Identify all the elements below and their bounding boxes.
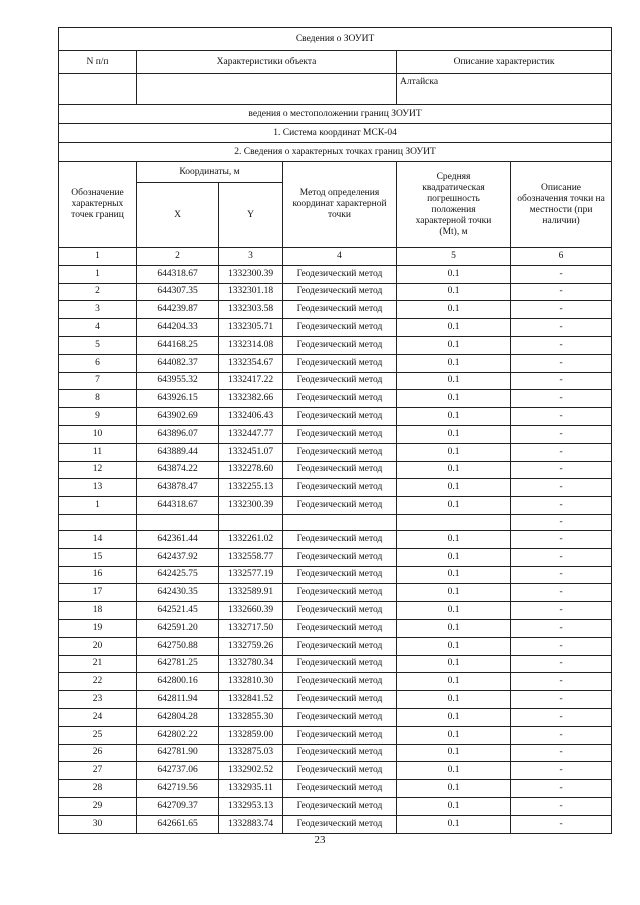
coord-x: 642802.22 — [137, 726, 219, 744]
error-value: 0.1 — [397, 655, 511, 673]
coord-y: 1332875.03 — [219, 744, 283, 762]
error-value: 0.1 — [397, 301, 511, 319]
coord-y: 1332278.60 — [219, 461, 283, 479]
table-row — [59, 479, 612, 497]
method: Геодезический метод — [283, 336, 397, 354]
point-label: 1 — [59, 265, 137, 283]
zouit-table — [58, 27, 612, 834]
method: Геодезический метод — [283, 408, 397, 426]
point-description: - — [511, 354, 612, 372]
table-row — [59, 548, 612, 566]
coord-y: 1332382.66 — [219, 390, 283, 408]
method: Геодезический метод — [283, 708, 397, 726]
point-label: 8 — [59, 390, 137, 408]
coord-x: 642811.94 — [137, 691, 219, 709]
col-number: 3 — [219, 248, 283, 266]
point-description: - — [511, 619, 612, 637]
method: Геодезический метод — [283, 461, 397, 479]
method: Геодезический метод — [283, 726, 397, 744]
section-points: 2. Сведения о характерных точках границ ЗОУИТ — [59, 143, 612, 162]
coord-y: 1332953.13 — [219, 797, 283, 815]
point-label: 28 — [59, 780, 137, 798]
error-value: 0.1 — [397, 265, 511, 283]
table-row — [59, 408, 612, 426]
coord-x: 643896.07 — [137, 425, 219, 443]
method: Геодезический метод — [283, 354, 397, 372]
coord-y: 1332577.19 — [219, 566, 283, 584]
altai-cell: Алтайска — [397, 74, 612, 105]
coord-y: 1332855.30 — [219, 708, 283, 726]
coord-x: 644239.87 — [137, 301, 219, 319]
coord-x: 644307.35 — [137, 283, 219, 301]
error-value: 0.1 — [397, 637, 511, 655]
error-value: 0.1 — [397, 530, 511, 548]
table-row — [59, 336, 612, 354]
coord-y: 1332859.00 — [219, 726, 283, 744]
col-error-header: Средняя квадратическая погрешность положения характерной точки (Mt), м — [397, 162, 511, 248]
coord-x: 642750.88 — [137, 637, 219, 655]
coord-y: 1332810.30 — [219, 673, 283, 691]
method: Геодезический метод — [283, 479, 397, 497]
header-description: Описание характеристик — [397, 51, 612, 74]
coord-y: 1332902.52 — [219, 762, 283, 780]
point-label: 30 — [59, 815, 137, 833]
coord-x: 642521.45 — [137, 602, 219, 620]
coord-x: 642430.35 — [137, 584, 219, 602]
method: Геодезический метод — [283, 584, 397, 602]
point-description: - — [511, 530, 612, 548]
method: Геодезический метод — [283, 655, 397, 673]
col-number: 4 — [283, 248, 397, 266]
point-label: 3 — [59, 301, 137, 319]
page-number: 23 — [314, 834, 326, 846]
section-location: ведения о местоположении границ ЗОУИТ — [59, 105, 612, 124]
coord-y: 1332589.91 — [219, 584, 283, 602]
coord-y: 1332255.13 — [219, 479, 283, 497]
method: Геодезический метод — [283, 372, 397, 390]
method: Геодезический метод — [283, 530, 397, 548]
point-label: 5 — [59, 336, 137, 354]
method: Геодезический метод — [283, 602, 397, 620]
point-label: 22 — [59, 673, 137, 691]
point-label: 14 — [59, 530, 137, 548]
point-label: 10 — [59, 425, 137, 443]
col-number: 6 — [511, 248, 612, 266]
point-label: 13 — [59, 479, 137, 497]
table-row — [59, 797, 612, 815]
coord-x: 644318.67 — [137, 497, 219, 515]
error-value: 0.1 — [397, 443, 511, 461]
coord-y: 1332780.34 — [219, 655, 283, 673]
method: Геодезический метод — [283, 301, 397, 319]
point-description: - — [511, 283, 612, 301]
point-description: - — [511, 637, 612, 655]
separator-row — [59, 514, 612, 530]
error-value: 0.1 — [397, 283, 511, 301]
table-row — [59, 566, 612, 584]
section-points-row — [59, 143, 612, 162]
coord-x: 644168.25 — [137, 336, 219, 354]
method: Геодезический метод — [283, 283, 397, 301]
coord-y: 1332451.07 — [219, 443, 283, 461]
coord-y: 1332447.77 — [219, 425, 283, 443]
point-description: - — [511, 602, 612, 620]
header-row — [59, 51, 612, 74]
point-label: 12 — [59, 461, 137, 479]
coord-y: 1332303.58 — [219, 301, 283, 319]
point-label: 23 — [59, 691, 137, 709]
error-value: 0.1 — [397, 461, 511, 479]
table-row — [59, 461, 612, 479]
table-title: Сведения о ЗОУИТ — [59, 28, 612, 51]
point-description: - — [511, 548, 612, 566]
empty-cell — [137, 74, 397, 105]
coord-y: 1332300.39 — [219, 265, 283, 283]
table-row — [59, 691, 612, 709]
table-row — [59, 708, 612, 726]
point-description: - — [511, 780, 612, 798]
header-number: N п/п — [59, 51, 137, 74]
method: Геодезический метод — [283, 497, 397, 515]
col-number: 1 — [59, 248, 137, 266]
coord-x: 642781.90 — [137, 744, 219, 762]
coord-y: 1332558.77 — [219, 548, 283, 566]
point-description: - — [511, 408, 612, 426]
point-label: 15 — [59, 548, 137, 566]
point-label: 29 — [59, 797, 137, 815]
col-method-header: Метод определения координат характерной точки — [283, 162, 397, 248]
point-description: - — [511, 708, 612, 726]
table-row — [59, 584, 612, 602]
method: Геодезический метод — [283, 319, 397, 337]
method: Геодезический метод — [283, 780, 397, 798]
error-value: 0.1 — [397, 425, 511, 443]
table-row — [59, 655, 612, 673]
coord-y: 1332305.71 — [219, 319, 283, 337]
table-row — [59, 780, 612, 798]
coord-x: 643926.15 — [137, 390, 219, 408]
method: Геодезический метод — [283, 425, 397, 443]
table-row — [59, 726, 612, 744]
point-label: 27 — [59, 762, 137, 780]
table-row — [59, 602, 612, 620]
point-description: - — [511, 584, 612, 602]
error-value: 0.1 — [397, 548, 511, 566]
table-row — [59, 283, 612, 301]
method: Геодезический метод — [283, 619, 397, 637]
coord-y: 1332300.39 — [219, 497, 283, 515]
table-row — [59, 637, 612, 655]
coord-x: 642425.75 — [137, 566, 219, 584]
col-descr-header: Описание обозначения точки на местности (при наличии) — [511, 162, 612, 248]
point-label: 24 — [59, 708, 137, 726]
point-label: 4 — [59, 319, 137, 337]
coord-x: 643955.32 — [137, 372, 219, 390]
coord-y: 1332261.02 — [219, 530, 283, 548]
point-label: 9 — [59, 408, 137, 426]
error-value: 0.1 — [397, 691, 511, 709]
point-description: - — [511, 691, 612, 709]
error-value: 0.1 — [397, 815, 511, 833]
table-row — [59, 372, 612, 390]
section-system-row — [59, 124, 612, 143]
point-description: - — [511, 461, 612, 479]
table-row — [59, 390, 612, 408]
point-label: 19 — [59, 619, 137, 637]
point-description: - — [511, 673, 612, 691]
table-row — [59, 815, 612, 833]
method: Геодезический метод — [283, 390, 397, 408]
table-row — [59, 530, 612, 548]
coord-y: 1332660.39 — [219, 602, 283, 620]
empty-cell — [283, 514, 397, 530]
point-description: - — [511, 797, 612, 815]
coord-x: 642709.37 — [137, 797, 219, 815]
point-description: - — [511, 372, 612, 390]
separator-dash: - — [511, 514, 612, 530]
col-number: 5 — [397, 248, 511, 266]
error-value: 0.1 — [397, 726, 511, 744]
error-value: 0.1 — [397, 319, 511, 337]
error-value: 0.1 — [397, 584, 511, 602]
error-value: 0.1 — [397, 566, 511, 584]
coord-x: 644204.33 — [137, 319, 219, 337]
point-label: 26 — [59, 744, 137, 762]
table-row — [59, 301, 612, 319]
altai-row — [59, 74, 612, 105]
column-header-row-1 — [59, 162, 612, 183]
point-label: 11 — [59, 443, 137, 461]
error-value: 0.1 — [397, 708, 511, 726]
point-label: 25 — [59, 726, 137, 744]
coord-x: 643889.44 — [137, 443, 219, 461]
col-number: 2 — [137, 248, 219, 266]
coord-y: 1332406.43 — [219, 408, 283, 426]
point-label: 6 — [59, 354, 137, 372]
col-label-header: Обозначение характерных точек границ — [59, 162, 137, 248]
point-label: 21 — [59, 655, 137, 673]
method: Геодезический метод — [283, 637, 397, 655]
coord-y: 1332354.67 — [219, 354, 283, 372]
coord-y: 1332883.74 — [219, 815, 283, 833]
document-page — [58, 27, 611, 834]
error-value: 0.1 — [397, 762, 511, 780]
error-value: 0.1 — [397, 479, 511, 497]
empty-cell — [59, 514, 137, 530]
coord-x: 642781.25 — [137, 655, 219, 673]
point-label: 20 — [59, 637, 137, 655]
point-description: - — [511, 655, 612, 673]
coord-x: 642591.20 — [137, 619, 219, 637]
point-description: - — [511, 815, 612, 833]
point-label: 2 — [59, 283, 137, 301]
error-value: 0.1 — [397, 408, 511, 426]
section-location-row — [59, 105, 612, 124]
table-row — [59, 265, 612, 283]
empty-cell — [59, 74, 137, 105]
empty-cell — [219, 514, 283, 530]
error-value: 0.1 — [397, 372, 511, 390]
point-description: - — [511, 566, 612, 584]
point-label: 18 — [59, 602, 137, 620]
col-x-header: X — [137, 183, 219, 248]
point-label: 7 — [59, 372, 137, 390]
coord-x: 644082.37 — [137, 354, 219, 372]
table-row — [59, 497, 612, 515]
error-value: 0.1 — [397, 390, 511, 408]
method: Геодезический метод — [283, 673, 397, 691]
error-value: 0.1 — [397, 602, 511, 620]
coord-x: 642437.92 — [137, 548, 219, 566]
point-description: - — [511, 319, 612, 337]
point-description: - — [511, 390, 612, 408]
coord-x: 643902.69 — [137, 408, 219, 426]
method: Геодезический метод — [283, 691, 397, 709]
method: Геодезический метод — [283, 443, 397, 461]
error-value: 0.1 — [397, 673, 511, 691]
point-label: 17 — [59, 584, 137, 602]
coord-y: 1332841.52 — [219, 691, 283, 709]
table-row — [59, 425, 612, 443]
point-label: 1 — [59, 497, 137, 515]
method: Геодезический метод — [283, 797, 397, 815]
point-description: - — [511, 265, 612, 283]
method: Геодезический метод — [283, 762, 397, 780]
column-number-row — [59, 248, 612, 266]
table-row — [59, 319, 612, 337]
table-row — [59, 673, 612, 691]
empty-cell — [397, 514, 511, 530]
col-coords-header: Координаты, м — [137, 162, 283, 183]
table-row — [59, 744, 612, 762]
error-value: 0.1 — [397, 619, 511, 637]
coord-x: 642800.16 — [137, 673, 219, 691]
coord-y: 1332314.08 — [219, 336, 283, 354]
section-system: 1. Система координат МСК-04 — [59, 124, 612, 143]
point-description: - — [511, 425, 612, 443]
table-row — [59, 443, 612, 461]
table-row — [59, 762, 612, 780]
header-characteristics: Характеристики объекта — [137, 51, 397, 74]
coord-x: 643878.47 — [137, 479, 219, 497]
coord-x: 642737.06 — [137, 762, 219, 780]
method: Геодезический метод — [283, 548, 397, 566]
coord-y: 1332935.11 — [219, 780, 283, 798]
point-description: - — [511, 726, 612, 744]
coord-y: 1332417.22 — [219, 372, 283, 390]
method: Геодезический метод — [283, 265, 397, 283]
point-description: - — [511, 744, 612, 762]
coord-x: 642361.44 — [137, 530, 219, 548]
coord-x: 642719.56 — [137, 780, 219, 798]
coord-x: 643874.22 — [137, 461, 219, 479]
method: Геодезический метод — [283, 815, 397, 833]
title-row — [59, 28, 612, 51]
point-description: - — [511, 443, 612, 461]
col-y-header: Y — [219, 183, 283, 248]
point-label: 16 — [59, 566, 137, 584]
error-value: 0.1 — [397, 336, 511, 354]
coord-y: 1332717.50 — [219, 619, 283, 637]
coord-x: 642661.65 — [137, 815, 219, 833]
coord-x: 642804.28 — [137, 708, 219, 726]
error-value: 0.1 — [397, 797, 511, 815]
point-description: - — [511, 497, 612, 515]
point-description: - — [511, 762, 612, 780]
table-row — [59, 354, 612, 372]
method: Геодезический метод — [283, 744, 397, 762]
empty-cell — [137, 514, 219, 530]
coord-y: 1332759.26 — [219, 637, 283, 655]
error-value: 0.1 — [397, 354, 511, 372]
method: Геодезический метод — [283, 566, 397, 584]
error-value: 0.1 — [397, 497, 511, 515]
error-value: 0.1 — [397, 744, 511, 762]
error-value: 0.1 — [397, 780, 511, 798]
point-description: - — [511, 479, 612, 497]
point-description: - — [511, 336, 612, 354]
coord-x: 644318.67 — [137, 265, 219, 283]
table-row — [59, 619, 612, 637]
coord-y: 1332301.18 — [219, 283, 283, 301]
point-description: - — [511, 301, 612, 319]
